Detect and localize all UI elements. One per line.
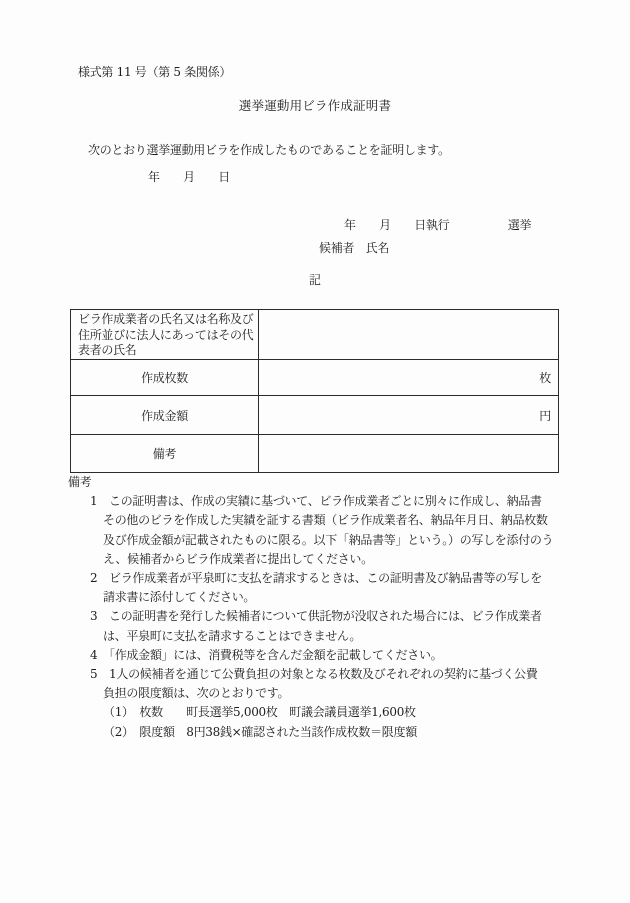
note-line: 3 この証明書を発行した候補者について供託物が没収された場合には、ビラ作成業者: [90, 609, 542, 624]
note-item-5: [90, 665, 566, 703]
note-line: 及び作成金額が記載されたものに限る。以下「納品書等」という。）の写しを添付のう: [103, 532, 554, 547]
note-line: 2 ビラ作成業者が平泉町に支払を請求するときは、この証明書及び納品書等の写しを: [90, 571, 542, 586]
form-number: 様式第 11 号（第 5 条関係）: [78, 65, 232, 79]
note-line: 1 この証明書は、作成の実績に基づいて、ビラ作成業者ごとに別々に作成し、納品書: [90, 494, 542, 509]
note-line: 請求書に添付してください。: [103, 590, 256, 605]
table-row-remarks: [71, 435, 559, 473]
note-item-2: [90, 569, 566, 607]
notes-section: [68, 473, 566, 742]
table-row-amount: [71, 396, 559, 435]
note-line: 5 1人の候補者を通じて公費負担の対象となる枚数及びそれぞれの契約に基づく公費: [90, 667, 538, 682]
row-value-remarks: [259, 435, 559, 473]
note-item-4: [90, 646, 566, 665]
note-line: （2） 限度額 8円38銭×確認された当該作成枚数＝限度額: [103, 724, 417, 739]
row-value-sheet-count: 枚: [259, 360, 559, 396]
table-row-sheet-count: [71, 360, 559, 396]
note-subitem-1: [103, 703, 566, 722]
row-label-remarks: 備考: [71, 435, 259, 473]
row-label-sheet-count: 作成枚数: [71, 360, 259, 396]
intro-text: 次のとおり選挙運動用ビラを作成したものであることを証明します。: [88, 143, 450, 157]
row-label-maker-name: ビラ作成業者の氏名又は名称及び住所並びに法人にあってはその代表者の氏名: [71, 310, 259, 360]
issue-date-line: 年 月 日: [148, 170, 230, 184]
note-subitem-2: [103, 723, 566, 742]
row-value-maker-name: [259, 310, 559, 360]
note-line: 4 「作成金額」には、消費税等を含んだ金額を記載してください。: [90, 647, 443, 662]
table-row-maker-name: [71, 310, 559, 360]
election-execution-line: 年 月 日執行 選挙: [344, 218, 532, 232]
note-item-3: [90, 607, 566, 645]
candidate-name-line: 候補者 氏名: [319, 241, 390, 255]
certificate-table: [70, 309, 559, 473]
row-label-amount: 作成金額: [71, 396, 259, 435]
note-line: は、平泉町に支払を請求することはできません。: [103, 628, 362, 643]
notes-heading: 備考: [68, 475, 92, 489]
ki-marker: 記: [308, 273, 321, 287]
note-line: え、候補者からビラ作成業者に提出してください。: [103, 551, 373, 566]
note-item-1: [90, 492, 566, 569]
note-line: その他のビラを作成した実績を証する書類（ビラ作成業者名、納品年月日、納品枚数: [103, 513, 548, 528]
row-value-amount: 円: [259, 396, 559, 435]
page-title: 選挙運動用ビラ作成証明書: [238, 98, 392, 113]
note-line: （1） 枚数 町長選挙5,000枚 町議会議員選挙1,600枚: [103, 705, 416, 720]
note-line: 負担の限度額は、次のとおりです。: [103, 686, 290, 701]
